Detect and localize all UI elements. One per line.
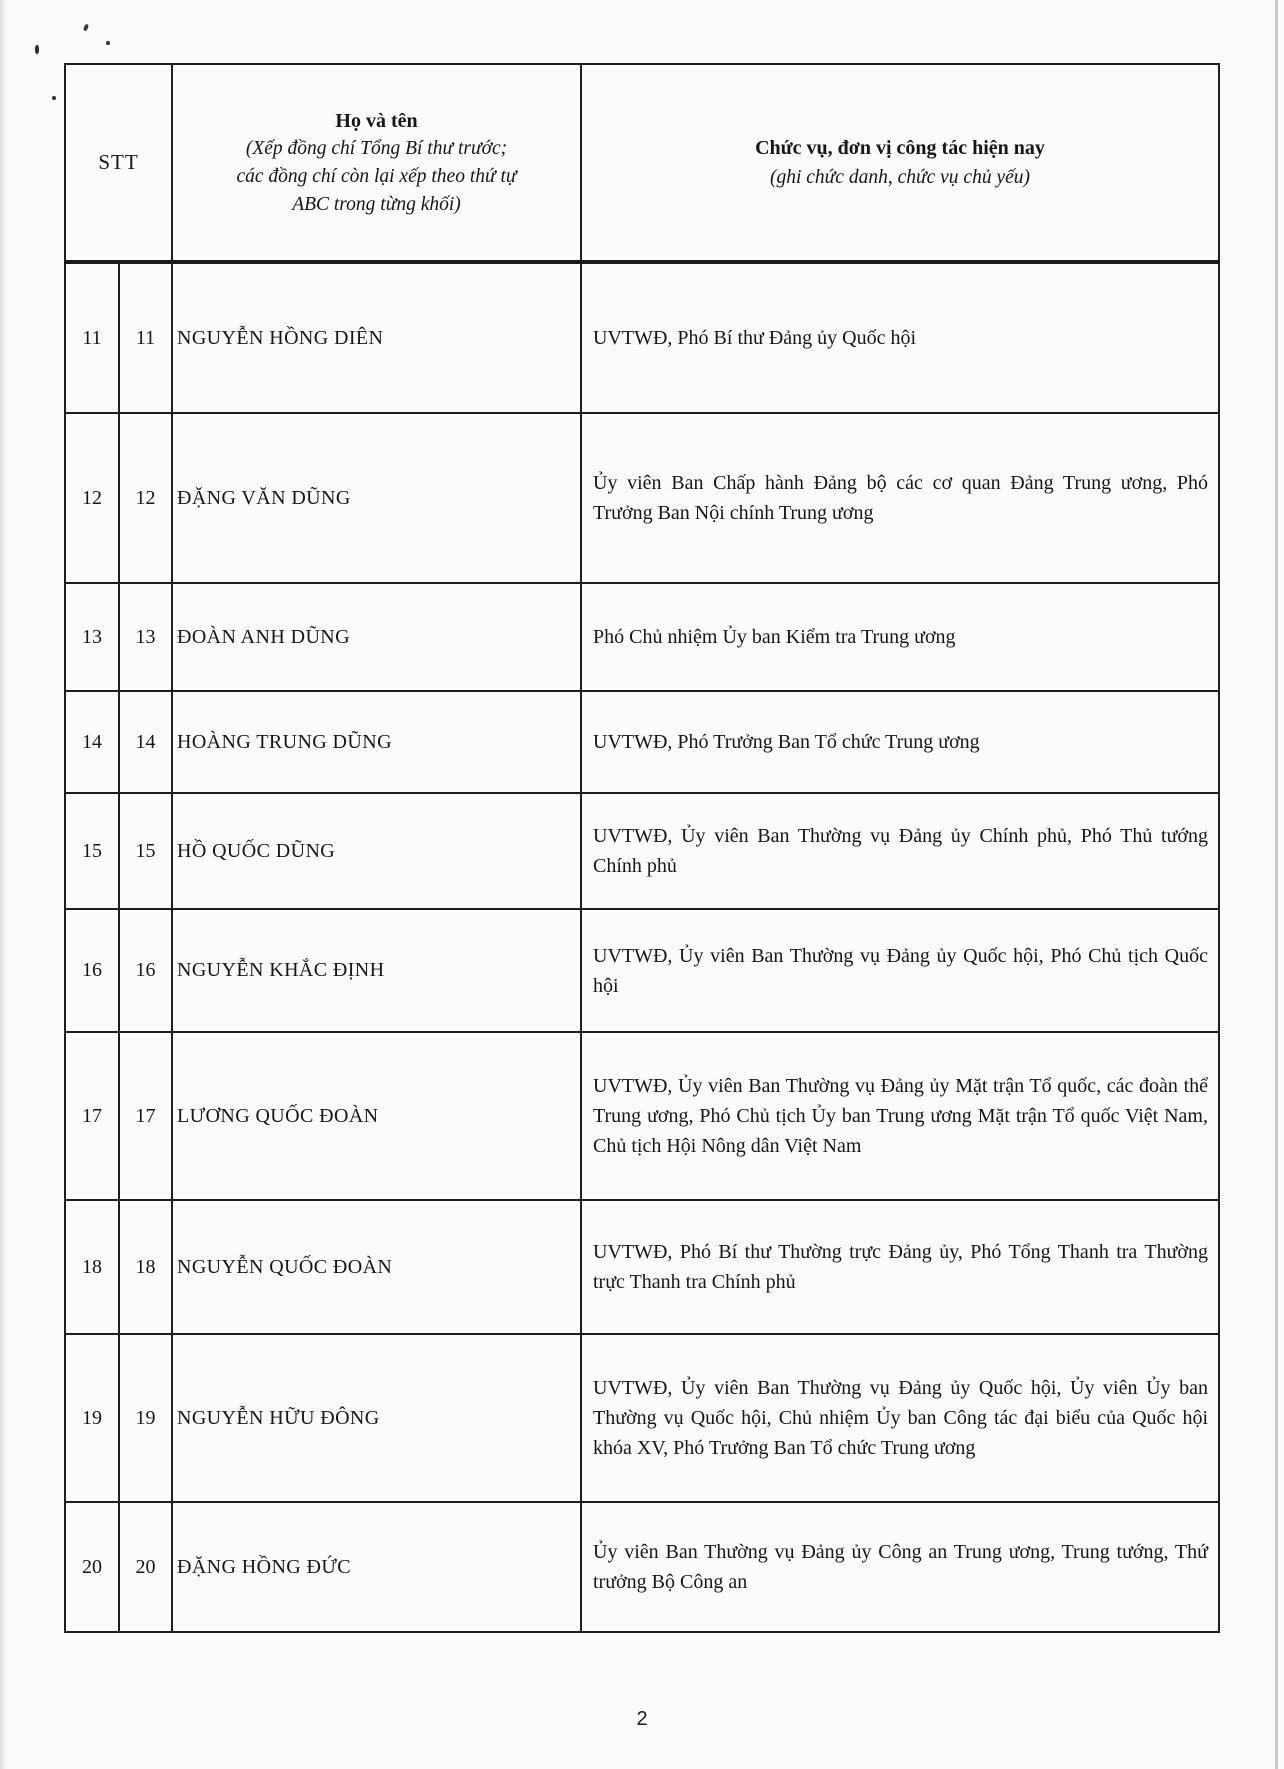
row-name: NGUYỄN HỮU ĐÔNG (172, 1334, 581, 1502)
header-name-note-line2: các đồng chí còn lại xếp theo thứ tự (236, 165, 517, 187)
table-row (65, 1200, 1219, 1334)
row-stt-left: 11 (65, 262, 119, 413)
row-stt-right: 19 (119, 1334, 172, 1502)
roster-table (64, 63, 1220, 1633)
row-position: Ủy viên Ban Thường vụ Đảng ủy Công an Trung ương, Trung tướng, Thứ trưởng Bộ Công an (581, 1502, 1219, 1632)
row-stt-right: 18 (119, 1200, 172, 1334)
row-stt-right: 14 (119, 691, 172, 793)
table-row (65, 413, 1219, 583)
row-stt-right: 11 (119, 262, 172, 413)
row-stt-right: 12 (119, 413, 172, 583)
row-name: ĐẶNG VĂN DŨNG (172, 413, 581, 583)
row-name: HỒ QUỐC DŨNG (172, 793, 581, 909)
table-row (65, 1334, 1219, 1502)
table-row (65, 583, 1219, 691)
row-name: ĐẶNG HỒNG ĐỨC (172, 1502, 581, 1632)
header-position-title: Chức vụ, đơn vị công tác hiện nay (755, 136, 1045, 159)
row-name: HOÀNG TRUNG DŨNG (172, 691, 581, 793)
table-row (65, 1032, 1219, 1200)
row-stt-right: 16 (119, 909, 172, 1032)
row-position: Phó Chủ nhiệm Ủy ban Kiểm tra Trung ương (581, 583, 1219, 691)
roster-header (65, 64, 1219, 262)
row-stt-left: 16 (65, 909, 119, 1032)
row-stt-right: 15 (119, 793, 172, 909)
header-position-note: (ghi chức danh, chức vụ chủ yếu) (769, 166, 1031, 188)
scan-speck (106, 41, 110, 45)
row-position: Ủy viên Ban Chấp hành Đảng bộ các cơ quan Đảng Trung ương, Phó Trưởng Ban Nội chính Trung ương (581, 413, 1219, 583)
row-position: UVTWĐ, Phó Bí thư Đảng ủy Quốc hội (581, 262, 1219, 413)
header-row (65, 64, 1219, 262)
scan-speck (35, 45, 39, 54)
header-name-note-line3: ABC trong từng khối) (292, 193, 461, 215)
row-name: NGUYỄN HỒNG DIÊN (172, 262, 581, 413)
row-stt-left: 17 (65, 1032, 119, 1200)
page-left-edge-shadow (0, 0, 7, 1769)
row-stt-right: 20 (119, 1502, 172, 1632)
row-stt-left: 18 (65, 1200, 119, 1334)
row-position: UVTWĐ, Ủy viên Ban Thường vụ Đảng ủy Quốc hội, Phó Chủ tịch Quốc hội (581, 909, 1219, 1032)
page-right-edge-line (1275, 0, 1278, 1769)
row-stt-left: 14 (65, 691, 119, 793)
row-name: LƯƠNG QUỐC ĐOÀN (172, 1032, 581, 1200)
row-stt-left: 12 (65, 413, 119, 583)
row-position: UVTWĐ, Ủy viên Ban Thường vụ Đảng ủy Chính phủ, Phó Thủ tướng Chính phủ (581, 793, 1219, 909)
table-row (65, 691, 1219, 793)
header-name (172, 64, 581, 262)
scan-speck (83, 23, 90, 31)
row-position: UVTWĐ, Phó Trưởng Ban Tổ chức Trung ương (581, 691, 1219, 793)
row-position: UVTWĐ, Ủy viên Ban Thường vụ Đảng ủy Quốc hội, Ủy viên Ủy ban Thường vụ Quốc hội, Chủ nhiệm Ủy ban Công tác đại biểu của Quốc hội khóa XV, Phó Trưởng Ban Tổ chức Trung ương (581, 1334, 1219, 1502)
row-stt-right: 13 (119, 583, 172, 691)
row-name: NGUYỄN KHẮC ĐỊNH (172, 909, 581, 1032)
header-stt: STT (65, 64, 172, 262)
row-stt-right: 17 (119, 1032, 172, 1200)
header-name-note-line1: (Xếp đồng chí Tổng Bí thư trước; (245, 137, 508, 159)
table-row (65, 1502, 1219, 1632)
row-position: UVTWĐ, Phó Bí thư Thường trực Đảng ủy, Phó Tổng Thanh tra Thường trực Thanh tra Chính phủ (581, 1200, 1219, 1334)
table-row (65, 909, 1219, 1032)
header-position (581, 64, 1219, 262)
row-stt-left: 15 (65, 793, 119, 909)
roster-body (65, 262, 1219, 1632)
scan-speck (52, 96, 56, 100)
table-row (65, 262, 1219, 413)
header-name-title: Họ và tên (335, 109, 418, 132)
row-position: UVTWĐ, Ủy viên Ban Thường vụ Đảng ủy Mặt trận Tổ quốc, các đoàn thể Trung ương, Phó Chủ tịch Ủy ban Trung ương Mặt trận Tổ quốc Việt Nam, Chủ tịch Hội Nông dân Việt Nam (581, 1032, 1219, 1200)
row-name: ĐOÀN ANH DŨNG (172, 583, 581, 691)
row-name: NGUYỄN QUỐC ĐOÀN (172, 1200, 581, 1334)
row-stt-left: 13 (65, 583, 119, 691)
page-number: 2 (636, 1708, 648, 1730)
table-row (65, 793, 1219, 909)
row-stt-left: 19 (65, 1334, 119, 1502)
row-stt-left: 20 (65, 1502, 119, 1632)
